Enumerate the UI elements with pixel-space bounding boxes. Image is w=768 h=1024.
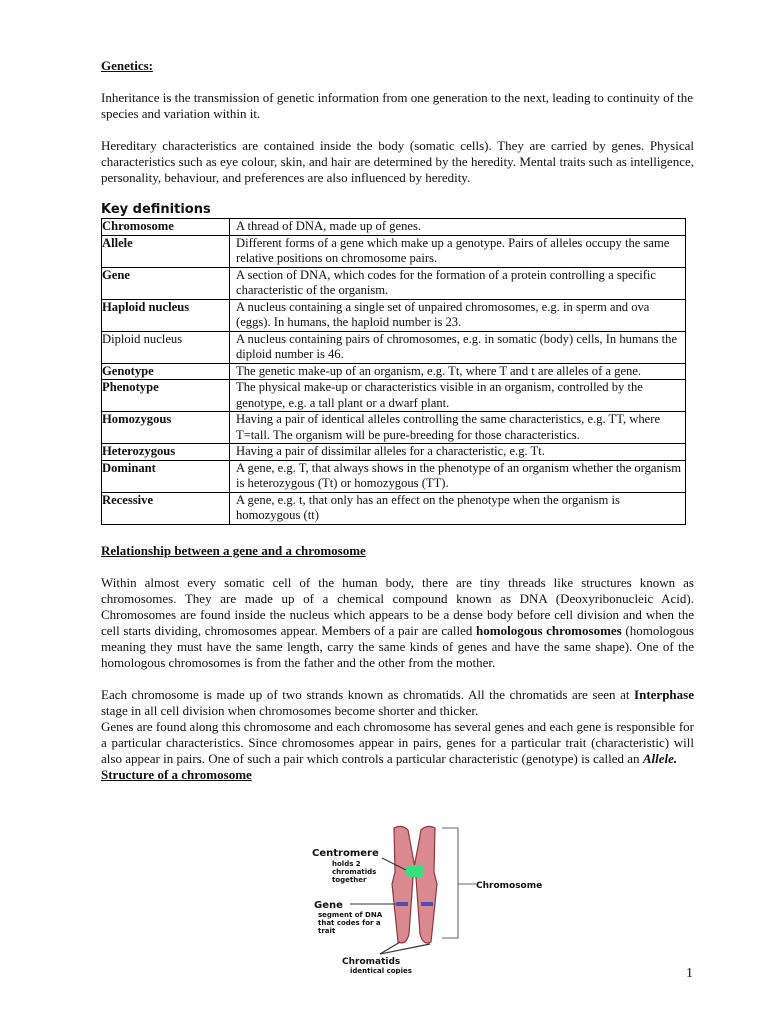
- definition-row: [102, 444, 686, 461]
- label-centromere: Centromere: [312, 848, 379, 859]
- centromere-mark: [406, 865, 424, 877]
- definition-row: [102, 219, 686, 236]
- page-number: 1: [686, 966, 693, 981]
- definition-text: Having a pair of dissimilar alleles for a characteristic, e.g. Tt.: [230, 444, 686, 461]
- chromatid-right: [414, 826, 437, 943]
- definition-term: Chromosome: [102, 219, 230, 236]
- definition-row: [102, 235, 686, 267]
- label-gene-sub2: that codes for a: [318, 919, 381, 927]
- gene-band-right: [421, 902, 433, 906]
- definition-term: Recessive: [102, 492, 230, 524]
- label-centromere-sub3: together: [332, 876, 367, 884]
- key-definitions-heading: Key definitions: [101, 202, 211, 217]
- structure-heading: Structure of a chromosome: [101, 766, 252, 782]
- definition-text: A nucleus containing a single set of unpaired chromosomes, e.g. in sperm and ova (eggs). In humans, the haploid number is 23.: [230, 299, 686, 331]
- definition-term: Heterozygous: [102, 444, 230, 461]
- definition-term: Phenotype: [102, 380, 230, 412]
- intro-paragraph-1: Inheritance is the transmission of genetic information from one generation to the next, leading to continuity of the species and variation within it.: [101, 90, 694, 121]
- label-gene-sub1: segment of DNA: [318, 911, 383, 919]
- intro-paragraph-2: Hereditary characteristics are contained inside the body (somatic cells). They are carried by genes. Physical characteristics such as eye colour, skin, and hair are determined by the heredity. Mental traits such as intelligence, personality, behaviour, and preferences are also influenced by heredity.: [101, 138, 694, 185]
- definition-row: [102, 331, 686, 363]
- label-gene-sub3: trait: [318, 927, 336, 935]
- definition-text: A nucleus containing pairs of chromosomes, e.g. in somatic (body) cells, In humans the diploid number is 46.: [230, 331, 686, 363]
- label-centromere-sub2: chromatids: [332, 868, 377, 876]
- definition-term: Gene: [102, 267, 230, 299]
- chromosome-bracket: [442, 828, 476, 938]
- definition-row: [102, 380, 686, 412]
- label-chromatids: Chromatids: [342, 957, 401, 967]
- definition-text: A section of DNA, which codes for the formation of a protein controlling a specific characteristic of the organism.: [230, 267, 686, 299]
- definition-row: [102, 492, 686, 524]
- definition-text: A gene, e.g. T, that always shows in the phenotype of an organism whether the organism is heterozygous (Tt) or homozygous (TT).: [230, 460, 686, 492]
- definition-row: [102, 363, 686, 380]
- page-title: Genetics:: [101, 58, 153, 73]
- definition-term: Dominant: [102, 460, 230, 492]
- definition-term: Haploid nucleus: [102, 299, 230, 331]
- label-centromere-sub1: holds 2: [332, 860, 361, 868]
- chromatid-left: [392, 826, 415, 943]
- definition-row: [102, 267, 686, 299]
- relationship-heading: Relationship between a gene and a chromosome: [101, 542, 366, 558]
- definitions-table: [101, 218, 686, 525]
- label-chromatids-sub: identical copies: [350, 967, 412, 974]
- definition-text: A thread of DNA, made up of genes.: [230, 219, 686, 236]
- chromosome-diagram: [310, 824, 560, 974]
- definition-term: Allele: [102, 235, 230, 267]
- definition-row: [102, 460, 686, 492]
- definition-text: Having a pair of identical alleles controlling the same characteristics, e.g. TT, where T=tall. The organism will be pure-breeding for those characteristics.: [230, 412, 686, 444]
- definition-term: Diploid nucleus: [102, 331, 230, 363]
- document-page: [101, 58, 694, 783]
- definition-row: [102, 412, 686, 444]
- label-gene: Gene: [314, 900, 343, 911]
- relationship-paragraph-2: Each chromosome is made up of two strands known as chromatids. All the chromatids are seen at Interphase stage in all cell division when chromosomes become shorter and thicker.: [101, 686, 694, 718]
- definition-row: [102, 299, 686, 331]
- gene-band-left: [396, 902, 408, 906]
- definition-text: The genetic make-up of an organism, e.g. Tt, where T and t are alleles of a gene.: [230, 363, 686, 380]
- definition-text: A gene, e.g. t, that only has an effect on the phenotype when the organism is homozygous (tt): [230, 492, 686, 524]
- definition-term: Homozygous: [102, 412, 230, 444]
- relationship-paragraph-3: Genes are found along this chromosome and each chromosome has several genes and each gene is responsible for a particular characteristics. Since chromosomes appear in pairs, genes for a particular trait (characteristic) will also appear in pairs. One of such a pair which controls a particular characteristic (genotype) is called an Allele.: [101, 718, 694, 766]
- relationship-paragraph-1: Within almost every somatic cell of the human body, there are tiny threads like structures known as chromosomes. They are made up of a chemical compound known as DNA (Deoxyribonucleic Acid). Chromosomes are found inside the nucleus which appears to be a dense body before cell division and when the cell starts dividing, chromosomes appear. Members of a pair are called homologous chromosomes (homologous meaning they must have the same length, carry the same kinds of genes and have the same shape). One of the homologous chromosomes is from the father and the other from the mother.: [101, 574, 694, 670]
- label-chromosome: Chromosome: [476, 881, 543, 891]
- definition-term: Genotype: [102, 363, 230, 380]
- definition-text: The physical make-up or characteristics visible in an organism, controlled by the genotype, e.g. a tall plant or a dwarf plant.: [230, 380, 686, 412]
- definition-text: Different forms of a gene which make up a genotype. Pairs of alleles occupy the same relative positions on chromosome pairs.: [230, 235, 686, 267]
